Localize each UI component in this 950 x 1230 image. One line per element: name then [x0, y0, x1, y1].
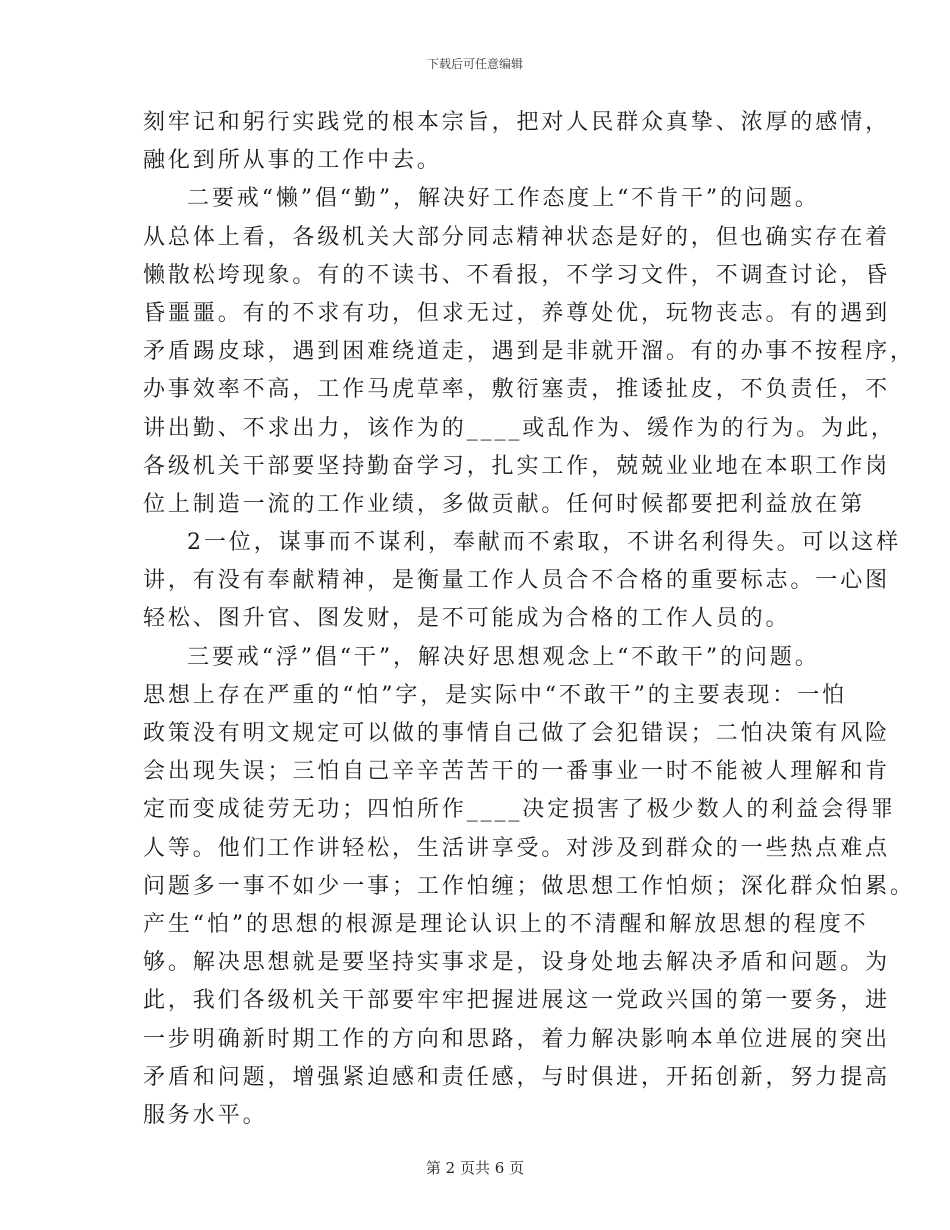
- text-line: 懒散松垮现象。有的不读书、不看报，不学习文件，不调查讨论，昏: [143, 262, 891, 288]
- text-line: 从总体上看，各级机关大部分同志精神状态是好的，但也确实存在着: [143, 224, 891, 250]
- text-line: 各级机关干部要坚持勤奋学习，扎实工作，兢兢业业地在本职工作岗: [143, 453, 891, 479]
- text-line: 轻松、图升官、图发财，是不可能成为合格的工作人员的。: [143, 606, 791, 632]
- paragraph-start-line: 二要戒“懒”倡“勤”，解决好工作态度上“不肯干”的问题。: [187, 186, 820, 212]
- page-header: 下载后可任意编辑: [426, 57, 523, 71]
- text-line: 讲，有没有奉献精神，是衡量工作人员合不合格的重要标志。一心图: [143, 568, 891, 594]
- text-line: 此，我们各级机关干部要牢牢把握进展这一党政兴国的第一要务，进: [143, 988, 891, 1014]
- text-line: 讲出勤、不求出力，该作为的____或乱作为、缓作为的行为。为此，: [143, 415, 896, 441]
- text-line: 人等。他们工作讲轻松，生活讲享受。对涉及到群众的一些热点难点: [143, 835, 891, 861]
- text-line: 矛盾和问题，增强紧迫感和责任感，与时俱进，开拓创新，努力提高: [143, 1064, 891, 1090]
- paragraph-start-line: 2一位，谋事而不谋利，奉献而不索取，不讲名利得失。可以这样: [187, 530, 902, 556]
- text-line: 一步明确新时期工作的方向和思路，着力解决影响本单位进展的突出: [143, 1026, 891, 1052]
- text-line: 产生“怕”的思想的根源是理论认识上的不清醒和解放思想的程度不: [143, 911, 869, 937]
- paragraph-start-line: 三要戒“浮”倡“干”，解决好思想观念上“不敢干”的问题。: [187, 644, 820, 670]
- document-body: [143, 104, 915, 1135]
- text-line: 位上制造一流的工作业绩，多做贡献。任何时候都要把利益放在第: [143, 491, 866, 517]
- text-line: 昏噩噩。有的不求有功，但求无过，养尊处优，玩物丧志。有的遇到: [143, 300, 891, 326]
- text-line: 思想上存在严重的“怕”字，是实际中“不敢干”的主要表现：一怕: [143, 682, 847, 708]
- page-number-footer: 第 2 页共 6 页: [425, 1159, 525, 1177]
- text-line: 政策没有明文规定可以做的事情自己做了会犯错误；二怕决策有风险: [143, 721, 891, 746]
- text-line: 办事效率不高，工作马虎草率，敷衍塞责，推诿扯皮，不负责任，不: [143, 377, 891, 403]
- text-line: 会出现失误；三怕自己辛辛苦苦干的一番事业一时不能被人理解和肯: [143, 759, 891, 785]
- text-line: 定而变成徒劳无功；四怕所作____决定损害了极少数人的利益会得罪: [143, 797, 896, 823]
- text-line: 问题多一事不如少一事；工作怕缠；做思想工作怕烦；深化群众怕累。: [143, 873, 915, 899]
- text-line: 服务水平。: [143, 1102, 268, 1128]
- text-line: 够。解决思想就是要坚持实事求是，设身处地去解决矛盾和问题。为: [143, 950, 891, 976]
- text-line: 融化到所从事的工作中去。: [143, 148, 442, 174]
- text-line: 矛盾踢皮球，遇到困难绕道走，遇到是非就开溜。有的办事不按程序，: [143, 339, 915, 365]
- text-line: 刻牢记和躬行实践党的根本宗旨，把对人民群众真挚、浓厚的感情，: [143, 110, 891, 135]
